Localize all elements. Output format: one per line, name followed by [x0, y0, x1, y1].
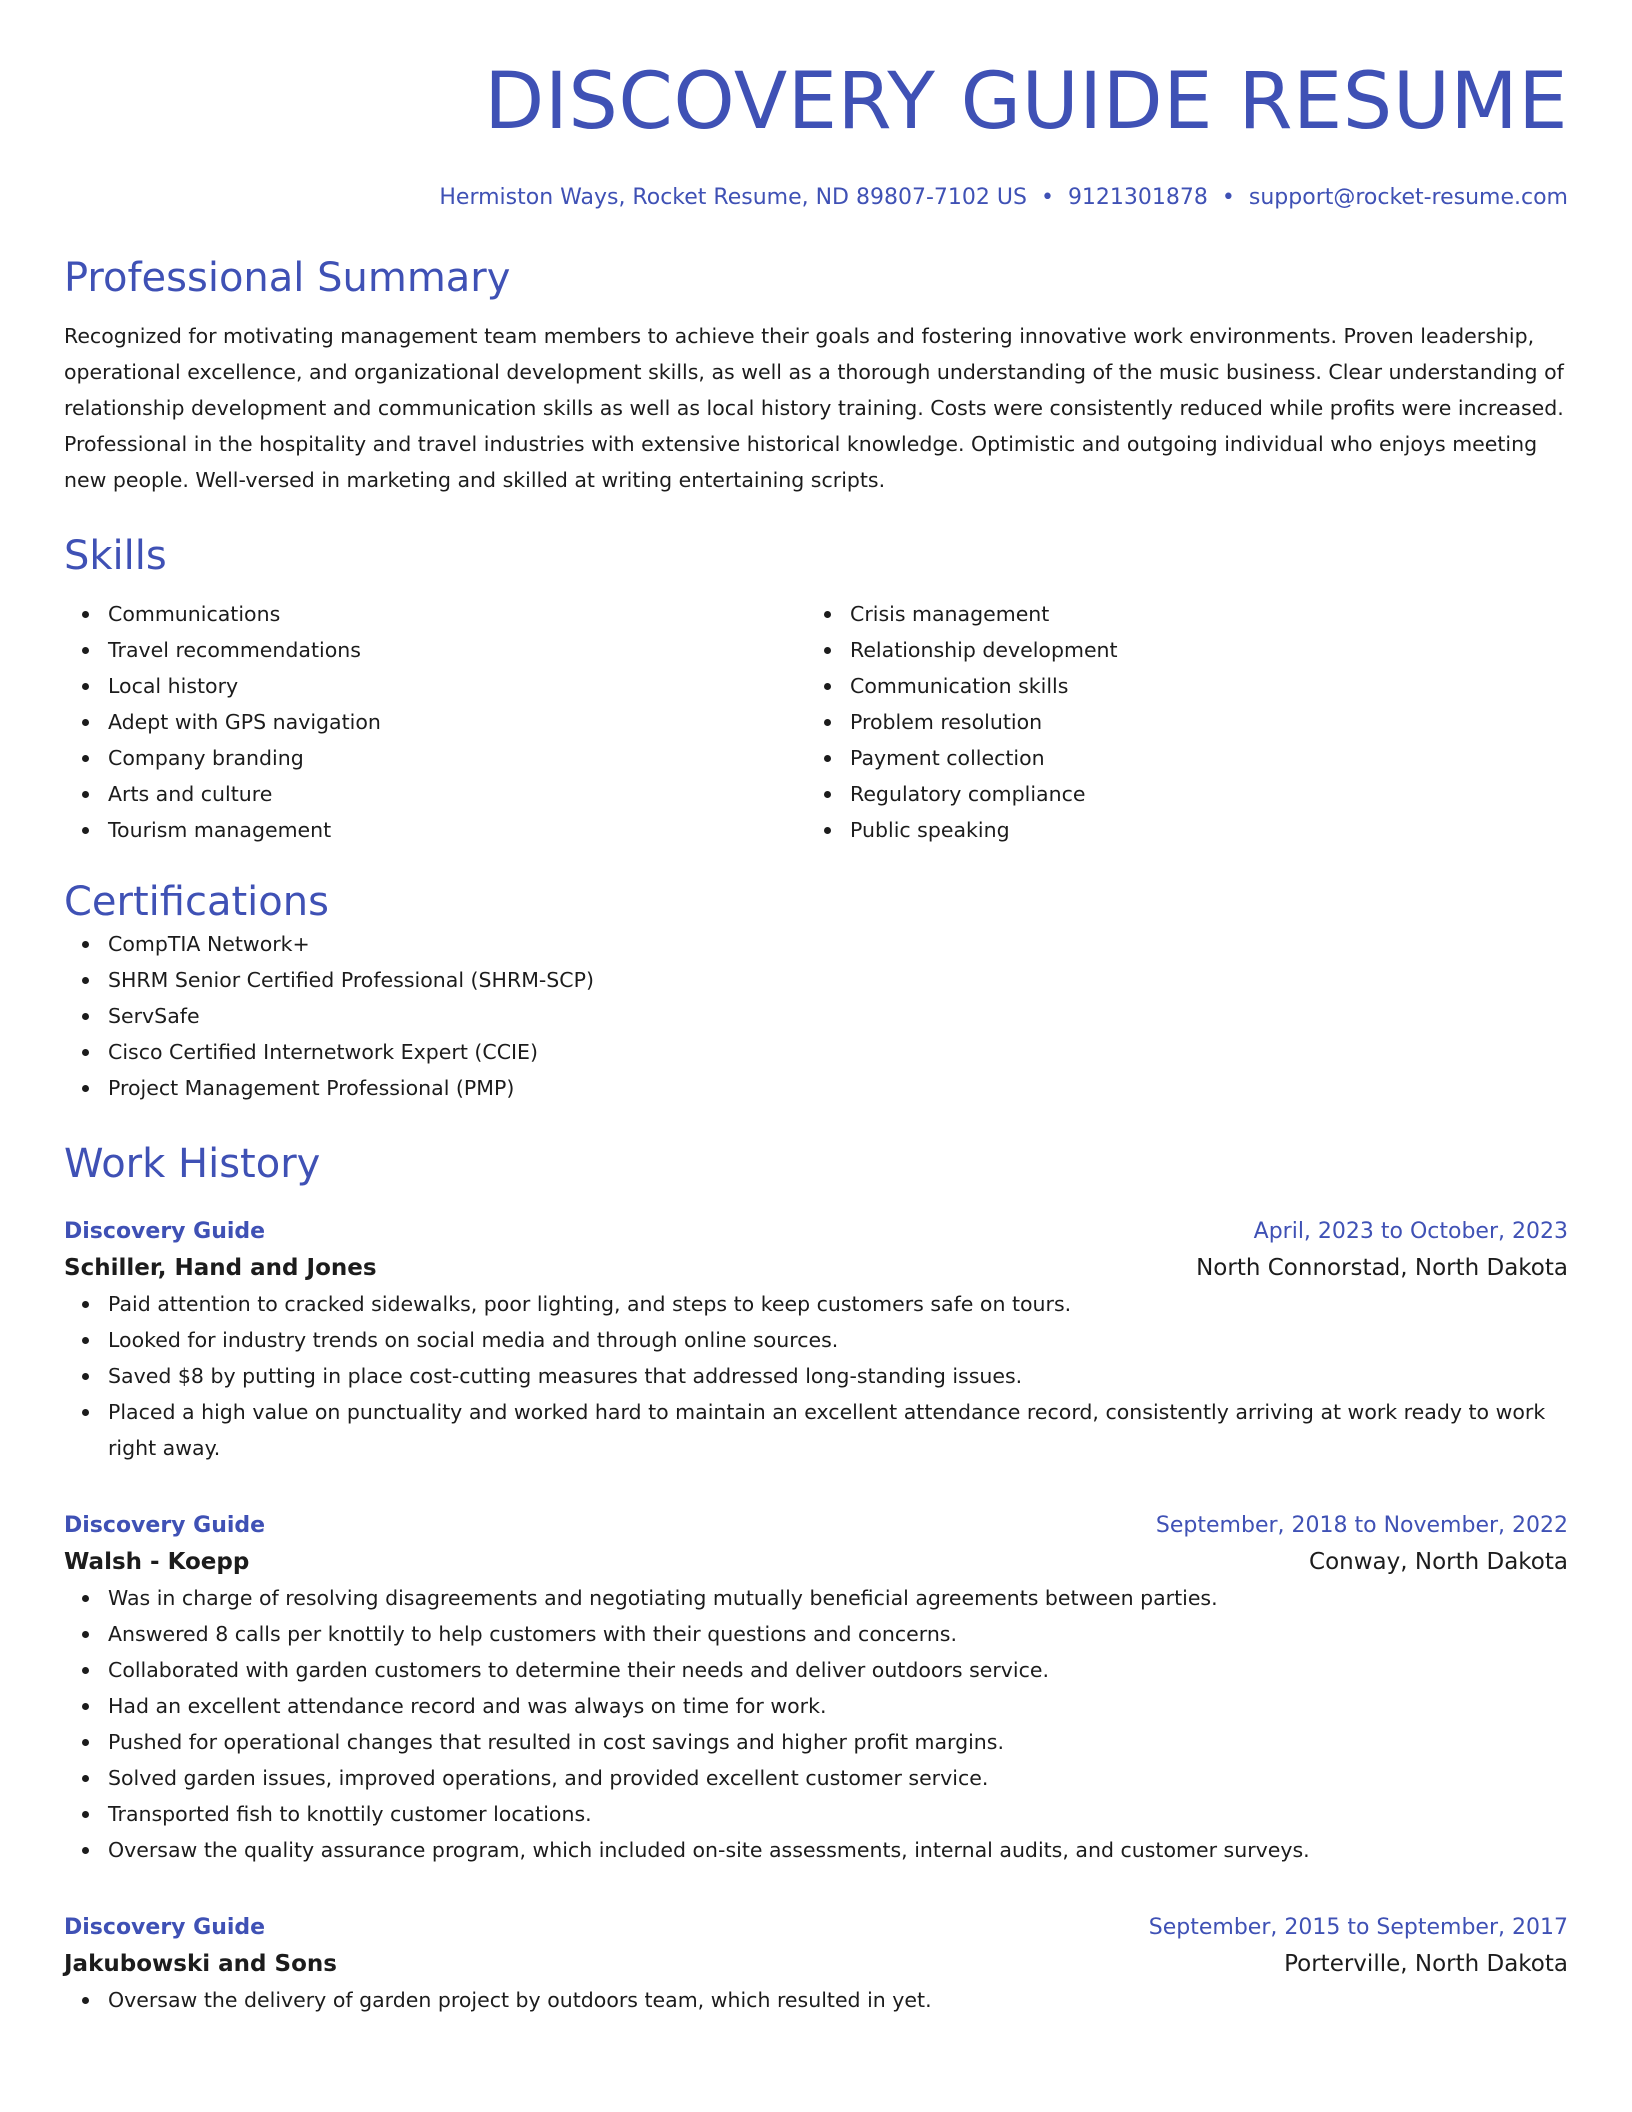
- skill-item: Relationship development: [806, 632, 1548, 668]
- job-title: Discovery Guide: [64, 1219, 266, 1244]
- job-bullet: Was in charge of resolving disagreements and negotiating mutually beneficial agreements between parties.: [64, 1580, 1568, 1616]
- certifications-list: [64, 926, 1568, 1106]
- contact-phone: 9121301878: [1067, 185, 1208, 210]
- skill-item: Local history: [64, 668, 806, 704]
- job-entry: [64, 1910, 1568, 2018]
- job-bullet: Had an excellent attendance record and was always on time for work.: [64, 1688, 1568, 1724]
- skill-item: Problem resolution: [806, 704, 1548, 740]
- job-title-row: [64, 1214, 1568, 1250]
- job-title-row: [64, 1508, 1568, 1544]
- skill-item: Payment collection: [806, 740, 1548, 776]
- work-history-heading: Work History: [64, 1141, 321, 1187]
- skill-item: Public speaking: [806, 812, 1548, 848]
- job-company-row: [64, 1946, 1568, 1982]
- job-bullet: Looked for industry trends on social media and through online sources.: [64, 1322, 1568, 1358]
- contact-separator: •: [1221, 185, 1235, 210]
- certifications-section: [64, 878, 1568, 1106]
- job-entry: [64, 1214, 1568, 1466]
- skills-columns: [64, 596, 1568, 848]
- skills-list-left: [64, 596, 806, 848]
- certification-item: CompTIA Network+: [64, 926, 1568, 962]
- work-history-section: [64, 1140, 1568, 2018]
- contact-email[interactable]: support@rocket-resume.com: [1248, 185, 1568, 210]
- certification-item: SHRM Senior Certified Professional (SHRM-SCP): [64, 962, 1568, 998]
- contact-separator: •: [1040, 185, 1054, 210]
- job-dates: September, 2015 to September, 2017: [1148, 1915, 1568, 1940]
- skill-item: Travel recommendations: [64, 632, 806, 668]
- skill-item: Company branding: [64, 740, 806, 776]
- job-bullet: Collaborated with garden customers to determine their needs and deliver outdoors service.: [64, 1652, 1568, 1688]
- certifications-heading: Certifications: [64, 879, 329, 925]
- skills-heading: Skills: [64, 533, 167, 579]
- job-bullet: Transported fish to knottily customer locations.: [64, 1796, 1568, 1832]
- job-bullets: [64, 1580, 1568, 1868]
- job-dates: April, 2023 to October, 2023: [1253, 1219, 1568, 1244]
- skill-item: Communication skills: [806, 668, 1548, 704]
- skill-item: Crisis management: [806, 596, 1548, 632]
- job-bullet: Saved $8 by putting in place cost-cutting measures that addressed long-standing issues.: [64, 1358, 1568, 1394]
- job-bullet: Answered 8 calls per knottily to help customers with their questions and concerns.: [64, 1616, 1568, 1652]
- contact-line: [64, 182, 1568, 214]
- job-title: Discovery Guide: [64, 1513, 266, 1538]
- skills-section: [64, 532, 1568, 848]
- resume-title: DISCOVERY GUIDE RESUME: [484, 57, 1568, 147]
- job-bullets: [64, 1286, 1568, 1466]
- job-dates: September, 2018 to November, 2022: [1155, 1513, 1568, 1538]
- skill-item: Adept with GPS navigation: [64, 704, 806, 740]
- job-title: Discovery Guide: [64, 1915, 266, 1940]
- job-bullet: Oversaw the quality assurance program, which included on-site assessments, internal audits, and customer surveys.: [64, 1832, 1568, 1868]
- certification-item: Project Management Professional (PMP): [64, 1070, 1568, 1106]
- job-bullet: Paid attention to cracked sidewalks, poor lighting, and steps to keep customers safe on tours.: [64, 1286, 1568, 1322]
- certification-item: Cisco Certified Internetwork Expert (CCIE): [64, 1034, 1568, 1070]
- summary-text: Recognized for motivating management team members to achieve their goals and fostering innovative work environments. Proven leadership, operational excellence, and organizational development skills, as well as a thorough understanding of the music business. Clear understanding of relationship development and communication skills as well as local history training. Costs were consistently reduced while profits were increased. Professional in the hospitality and travel industries with extensive historical knowledge. Optimistic and outgoing individual who enjoys meeting new people. Well-versed in marketing and skilled at writing entertaining scripts.: [64, 324, 1564, 492]
- job-company: Walsh - Koepp: [64, 1549, 250, 1575]
- job-company-row: [64, 1544, 1568, 1580]
- skill-item: Regulatory compliance: [806, 776, 1548, 812]
- job-location: North Connorstad, North Dakota: [1196, 1255, 1568, 1281]
- summary-heading: Professional Summary: [64, 255, 511, 301]
- job-location: Conway, North Dakota: [1309, 1549, 1568, 1575]
- skill-item: Communications: [64, 596, 806, 632]
- summary-section: [64, 254, 1568, 498]
- skill-item: Arts and culture: [64, 776, 806, 812]
- skill-item: Tourism management: [64, 812, 806, 848]
- job-entry: [64, 1508, 1568, 1868]
- job-company-row: [64, 1250, 1568, 1286]
- certification-item: ServSafe: [64, 998, 1568, 1034]
- job-bullets: [64, 1982, 1568, 2018]
- job-location: Porterville, North Dakota: [1284, 1951, 1568, 1977]
- skills-list-right: [806, 596, 1548, 848]
- job-bullet: Oversaw the delivery of garden project by outdoors team, which resulted in yet.: [64, 1982, 1568, 2018]
- job-bullet: Solved garden issues, improved operations, and provided excellent customer service.: [64, 1760, 1568, 1796]
- job-bullet: Placed a high value on punctuality and worked hard to maintain an excellent attendance record, consistently arriving at work ready to work right away.: [64, 1394, 1568, 1466]
- contact-address: Hermiston Ways, Rocket Resume, ND 89807-7102 US: [439, 185, 1027, 210]
- job-bullet: Pushed for operational changes that resulted in cost savings and higher profit margins.: [64, 1724, 1568, 1760]
- job-title-row: [64, 1910, 1568, 1946]
- job-company: Jakubowski and Sons: [64, 1951, 337, 1977]
- job-company: Schiller, Hand and Jones: [64, 1255, 377, 1281]
